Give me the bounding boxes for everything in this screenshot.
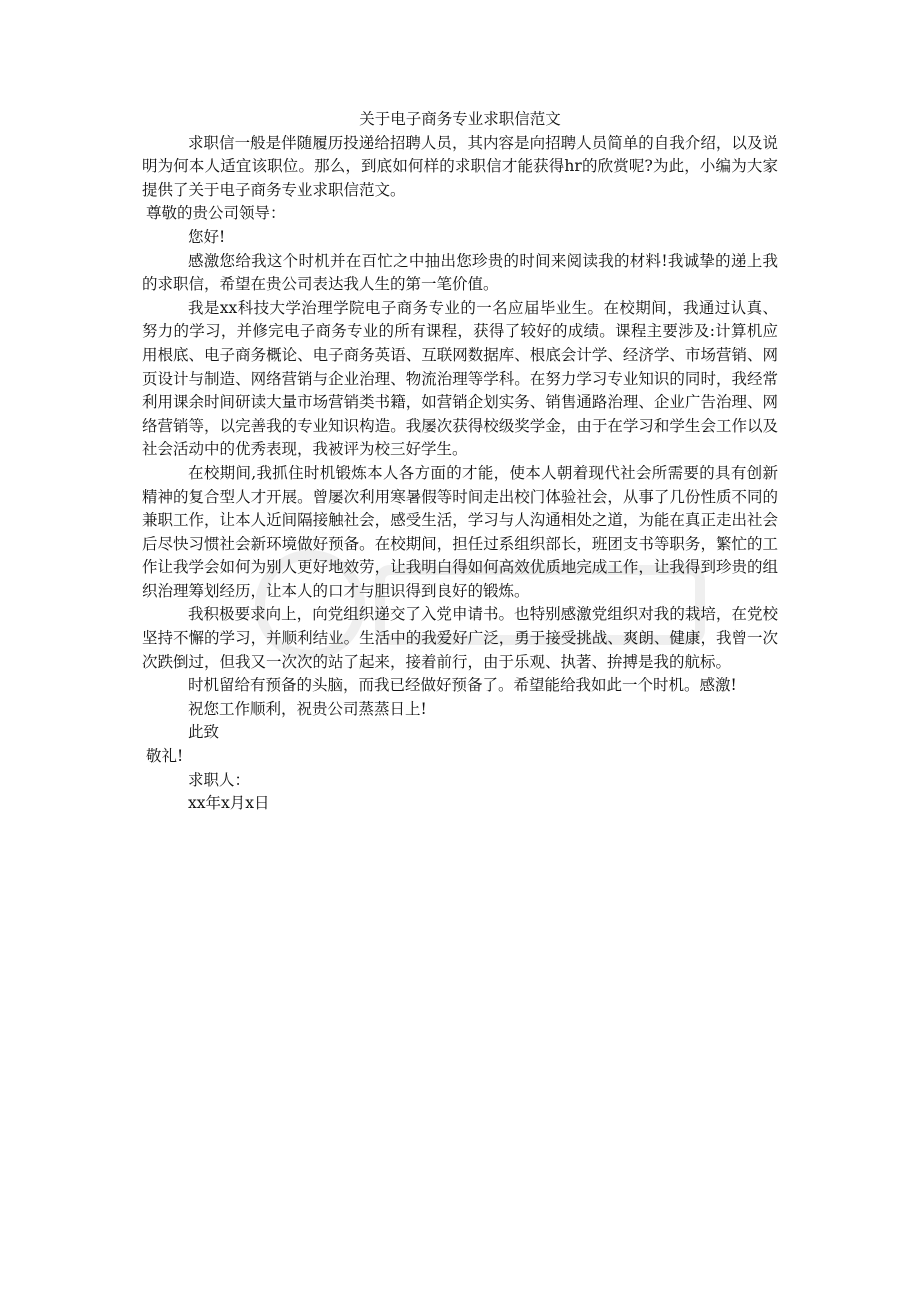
signature-label: 求职人： <box>188 770 251 789</box>
salutation: 尊敬的贵公司领导： <box>146 204 286 223</box>
body-paragraph: 感激您给我这个时机并在百忙之中抽出您珍贵的时间来阅读我的材料!我诚挚的递上我的求职信，希望在贵公司表达我人生的第一笔价值。 <box>142 251 778 294</box>
document-title: 关于电子商务专业求职信范文 <box>359 110 561 128</box>
body-paragraph: 时机留给有预备的头脑，而我已经做好预备了。希望能给我如此一个时机。感激! <box>188 676 737 695</box>
date: xx年x月x日 <box>188 794 270 813</box>
body-paragraph: 我积极要求向上，向党组织递交了入党申请书。也特别感激党组织对我的栽培，在党校坚持不懈的学习，并顺利结业。生活中的我爱好广泛，勇于接受挑战、爽朗、健康，我曾一次次跌倒过，但我又一次次的站了起来，接着前行，由于乐观、执著、拚搏是我的航标。 <box>142 605 778 671</box>
greeting: 您好! <box>188 227 226 246</box>
regards: 敬礼! <box>146 747 184 766</box>
document-body <box>142 108 778 816</box>
body-paragraph: 祝您工作顺利，祝贵公司蒸蒸日上! <box>188 699 427 718</box>
body-paragraph: 在校期间,我抓住时机锻炼本人各方面的才能，使本人朝着现代社会所需要的具有创新精神的复合型人才开展。曾屡次利用寒暑假等时间走出校门体验社会，从事了几份性质不同的兼职工作，让本人近间隔接触社会，感受生活，学习与人沟通相处之道，为能在真正走出社会后尽快习惯社会新环境做好预备。在校期间，担任过系组织部长，班团支书等职务，繁忙的工作让我学会如何为别人更好地效劳，让我明白得如何高效优质地完成工作，让我得到珍贵的组织治理筹划经历，让本人的口才与胆识得到良好的锻炼。 <box>142 463 778 600</box>
intro-paragraph: 求职信一般是伴随履历投递给招聘人员，其内容是向招聘人员简单的自我介绍，以及说明为何本人适宜该职位。那么，到底如何样的求职信才能获得hr的欣赏呢?为此，小编为大家提供了关于电子商务专业求职信范文。 <box>142 133 778 199</box>
closing: 此致 <box>188 723 220 742</box>
body-paragraph: 我是xx科技大学治理学院电子商务专业的一名应届毕业生。在校期间，我通过认真、努力的学习，并修完电子商务专业的所有课程，获得了较好的成绩。课程主要涉及:计算机应用根底、电子商务概论、电子商务英语、互联网数据库、根底会计学、经济学、市场营销、网页设计与制造、网络营销与企业治理、物流治理等学科。在努力学习专业知识的同时，我经常利用课余时间研读大量市场营销类书籍，如营销企划实务、销售通路治理、企业广告治理、网络营销等，以完善我的专业知识构造。我屡次获得校级奖学金，由于在学习和学生会工作以及社会活动中的优秀表现，我被评为校三好学生。 <box>142 298 778 459</box>
